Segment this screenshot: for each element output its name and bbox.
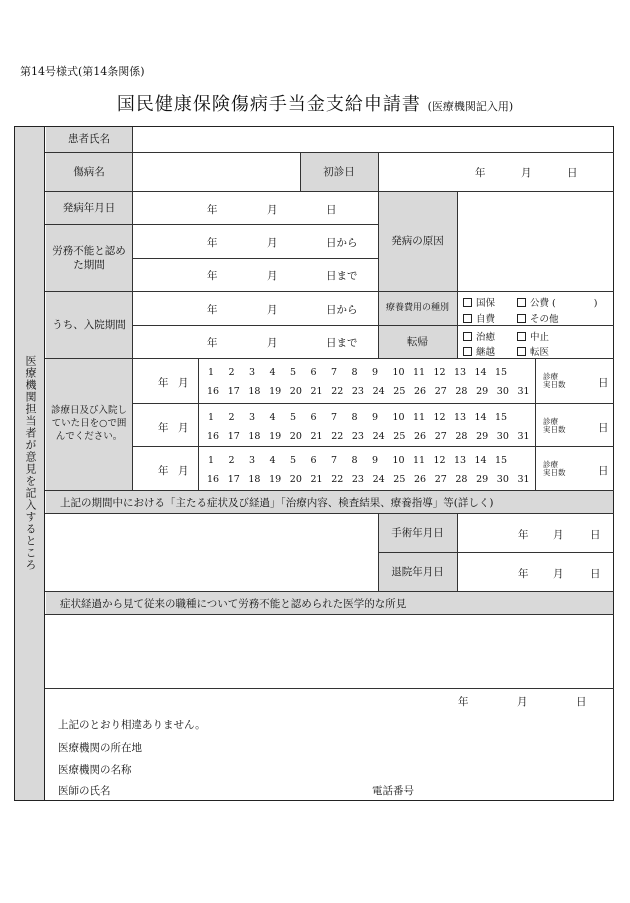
day-number[interactable]: 4 <box>269 412 276 423</box>
day-number[interactable]: 6 <box>310 412 317 423</box>
incapacity-period-label: 労務不能と認めた期間 <box>52 244 126 271</box>
day-number[interactable]: 10 <box>392 455 405 466</box>
title-subtitle: (医療機関記入用) <box>427 100 514 113</box>
first-visit-year: 年 <box>475 167 486 179</box>
day-number[interactable]: 12 <box>433 412 446 423</box>
day-number[interactable]: 1 <box>208 367 215 378</box>
day-row-month: 月 <box>178 422 189 434</box>
rule <box>132 446 614 447</box>
day-row-year: 年 <box>158 465 169 477</box>
rule <box>45 490 614 491</box>
hospital-until-month: 月 <box>267 337 278 349</box>
day-number[interactable]: 4 <box>269 367 276 378</box>
days-count-unit: 日 <box>598 422 609 434</box>
day-number[interactable]: 19 <box>269 431 282 442</box>
day-number[interactable]: 4 <box>269 455 276 466</box>
day-number[interactable]: 2 <box>228 455 235 466</box>
day-number[interactable]: 5 <box>290 412 297 423</box>
medical-opinion-header: 症状経過から見て従来の職種について労務不能と認められた医学的な所見 <box>60 598 407 610</box>
day-number[interactable]: 1 <box>208 412 215 423</box>
surgery-year: 年 <box>518 529 529 541</box>
day-number[interactable]: 2 <box>228 412 235 423</box>
rule <box>132 258 378 259</box>
day-number[interactable]: 31 <box>517 474 530 485</box>
outcome-label: 転帰 <box>407 335 428 348</box>
onset-month: 月 <box>267 204 278 216</box>
day-number[interactable]: 23 <box>351 431 364 442</box>
disease-name-field[interactable] <box>133 153 299 191</box>
day-number[interactable]: 21 <box>310 431 323 442</box>
day-number[interactable]: 7 <box>331 367 338 378</box>
care-cost-type-label: 療養費用の種別 <box>385 303 449 314</box>
day-number[interactable]: 16 <box>207 386 220 397</box>
day-number[interactable]: 17 <box>227 474 240 485</box>
hospital-from-month: 月 <box>267 304 278 316</box>
day-row-month: 月 <box>178 465 189 477</box>
patient-name-label: 患者氏名 <box>68 133 110 146</box>
onset-cause-label: 発病の原因 <box>391 235 444 248</box>
day-number[interactable]: 9 <box>372 412 379 423</box>
checkbox-kouhi[interactable]: 公費 ( ) <box>517 295 597 309</box>
certification-text: 上記のとおり相違ありません。 <box>58 719 206 731</box>
hospital-from-day: 日から <box>326 304 358 316</box>
rule <box>45 591 614 592</box>
discharge-day: 日 <box>590 568 601 580</box>
day-number[interactable]: 27 <box>434 386 447 397</box>
incapacity-until-year: 年 <box>207 270 218 282</box>
rule <box>378 153 379 191</box>
incapacity-from-month: 月 <box>267 237 278 249</box>
day-number[interactable]: 24 <box>372 431 385 442</box>
day-number[interactable]: 30 <box>496 386 509 397</box>
day-number[interactable]: 13 <box>454 412 467 423</box>
checkbox-ten-i[interactable]: 転医 <box>517 344 549 358</box>
onset-cause-field[interactable] <box>458 192 613 291</box>
day-number[interactable]: 29 <box>476 474 489 485</box>
days-count-label: 診療 実日数 <box>543 417 566 435</box>
day-number[interactable]: 3 <box>249 455 256 466</box>
day-number[interactable]: 18 <box>248 431 261 442</box>
day-number[interactable]: 10 <box>392 367 405 378</box>
day-number[interactable]: 14 <box>474 367 487 378</box>
hospital-until-year: 年 <box>207 337 218 349</box>
hospitalization-label: うち、入院期間 <box>52 318 126 331</box>
form-number: 第14号様式(第14条関係) <box>20 65 145 78</box>
cert-day: 日 <box>576 696 587 708</box>
doctor-name-label: 医師の氏名 <box>58 785 111 797</box>
days-count-unit: 日 <box>598 465 609 477</box>
day-number[interactable]: 28 <box>455 431 468 442</box>
day-number[interactable]: 18 <box>248 386 261 397</box>
checkbox-chushi[interactable]: 中止 <box>517 329 549 343</box>
day-number[interactable]: 3 <box>249 412 256 423</box>
day-row-year: 年 <box>158 422 169 434</box>
day-number[interactable]: 30 <box>496 431 509 442</box>
checkbox-jihi[interactable]: 自費 <box>463 311 495 325</box>
day-number[interactable]: 25 <box>393 474 406 485</box>
title-main: 国民健康保険傷病手当金支給申請書 <box>116 94 421 115</box>
day-number[interactable]: 8 <box>351 367 358 378</box>
day-number[interactable]: 11 <box>413 455 426 466</box>
day-number[interactable]: 17 <box>227 431 240 442</box>
day-number[interactable]: 21 <box>310 386 323 397</box>
day-number[interactable]: 13 <box>454 367 467 378</box>
checkbox-keietsu[interactable]: 継越 <box>463 344 495 358</box>
days-count-label: 診療 実日数 <box>543 460 566 478</box>
day-number[interactable]: 17 <box>227 386 240 397</box>
day-number[interactable]: 23 <box>351 474 364 485</box>
day-number[interactable]: 26 <box>414 474 427 485</box>
surgery-month: 月 <box>553 529 564 541</box>
day-number[interactable]: 15 <box>495 367 508 378</box>
day-number[interactable]: 27 <box>434 474 447 485</box>
first-visit-label: 初診日 <box>323 165 355 178</box>
day-number[interactable]: 5 <box>290 367 297 378</box>
day-row-year: 年 <box>158 377 169 389</box>
day-number[interactable]: 24 <box>372 474 385 485</box>
day-number[interactable]: 23 <box>351 386 364 397</box>
day-number[interactable]: 2 <box>228 367 235 378</box>
day-number[interactable]: 31 <box>517 386 530 397</box>
rule <box>45 688 614 689</box>
hospital-until-day: 日まで <box>326 337 358 349</box>
day-number[interactable]: 5 <box>290 455 297 466</box>
sidebar-label: 医療機関担当者が意見を記入するところ <box>24 355 37 571</box>
disease-name-label: 傷病名 <box>73 165 105 178</box>
day-number[interactable]: 26 <box>414 431 427 442</box>
rule <box>132 403 614 404</box>
symptoms-field[interactable] <box>46 514 377 591</box>
page-title <box>0 90 630 116</box>
surgery-date-label: 手術年月日 <box>391 526 444 539</box>
day-number[interactable]: 13 <box>454 455 467 466</box>
checkbox-kokuho[interactable]: 国保 <box>463 295 495 309</box>
day-number[interactable]: 21 <box>310 474 323 485</box>
day-number[interactable]: 28 <box>455 474 468 485</box>
hospital-from-year: 年 <box>207 304 218 316</box>
day-number[interactable]: 14 <box>474 412 487 423</box>
institution-name-label: 医療機関の名称 <box>58 764 132 776</box>
incapacity-from-year: 年 <box>207 237 218 249</box>
patient-name-field[interactable] <box>133 127 613 152</box>
discharge-month: 月 <box>553 568 564 580</box>
day-number[interactable]: 15 <box>495 412 508 423</box>
days-count-unit: 日 <box>598 377 609 389</box>
day-number[interactable]: 29 <box>476 386 489 397</box>
day-number[interactable]: 20 <box>289 474 302 485</box>
checkbox-chiyu[interactable]: 治癒 <box>463 329 495 343</box>
onset-day: 日 <box>326 204 337 216</box>
day-number[interactable]: 22 <box>331 386 344 397</box>
incapacity-from-day: 日から <box>326 237 358 249</box>
day-number[interactable]: 20 <box>289 431 302 442</box>
day-number[interactable]: 6 <box>310 367 317 378</box>
rule <box>457 514 458 591</box>
days-count-label: 診療 実日数 <box>543 372 566 390</box>
day-number[interactable]: 25 <box>393 431 406 442</box>
day-number[interactable]: 30 <box>496 474 509 485</box>
phone-label: 電話番号 <box>372 785 414 797</box>
day-number[interactable]: 10 <box>392 412 405 423</box>
cert-year: 年 <box>458 696 469 708</box>
day-number[interactable]: 6 <box>310 455 317 466</box>
onset-date-label: 発病年月日 <box>62 201 116 214</box>
day-number[interactable]: 12 <box>433 367 446 378</box>
day-number[interactable]: 22 <box>331 431 344 442</box>
rule <box>198 359 199 490</box>
institution-address-label: 医療機関の所在地 <box>58 742 142 754</box>
day-number[interactable]: 26 <box>414 386 427 397</box>
day-number[interactable]: 9 <box>372 367 379 378</box>
day-number[interactable]: 20 <box>289 386 302 397</box>
day-number[interactable]: 7 <box>331 455 338 466</box>
day-number[interactable]: 8 <box>351 455 358 466</box>
first-visit-day: 日 <box>567 167 578 179</box>
discharge-year: 年 <box>518 568 529 580</box>
rule <box>45 358 614 359</box>
cert-month: 月 <box>517 696 528 708</box>
first-visit-month: 月 <box>521 167 532 179</box>
rule <box>132 325 614 326</box>
day-number[interactable]: 1 <box>208 455 215 466</box>
symptoms-header: 上記の期間中における「主たる症状及び経過」「治療内容、検査結果、療養指導」等(詳しく) <box>60 497 494 509</box>
rule <box>535 359 536 490</box>
day-number[interactable]: 16 <box>207 474 220 485</box>
day-number[interactable]: 27 <box>434 431 447 442</box>
surgery-day: 日 <box>590 529 601 541</box>
day-number[interactable]: 11 <box>413 412 426 423</box>
day-number[interactable]: 19 <box>269 474 282 485</box>
medical-opinion-field[interactable] <box>46 615 613 688</box>
day-number[interactable]: 9 <box>372 455 379 466</box>
incapacity-until-month: 月 <box>267 270 278 282</box>
day-number[interactable]: 12 <box>433 455 446 466</box>
day-number[interactable]: 25 <box>393 386 406 397</box>
onset-year: 年 <box>207 204 218 216</box>
day-number[interactable]: 29 <box>476 431 489 442</box>
day-number[interactable]: 14 <box>474 455 487 466</box>
day-number[interactable]: 11 <box>413 367 426 378</box>
day-number[interactable]: 22 <box>331 474 344 485</box>
day-number[interactable]: 19 <box>269 386 282 397</box>
incapacity-until-day: 日まで <box>326 270 358 282</box>
day-number[interactable]: 31 <box>517 431 530 442</box>
day-number[interactable]: 15 <box>495 455 508 466</box>
day-number[interactable]: 18 <box>248 474 261 485</box>
checkbox-sonota[interactable]: その他 <box>517 311 559 325</box>
day-number[interactable]: 7 <box>331 412 338 423</box>
treatment-days-label: 診療日及び入院していた日を○で囲んでください。 <box>50 405 127 442</box>
day-number[interactable]: 16 <box>207 431 220 442</box>
day-number[interactable]: 24 <box>372 386 385 397</box>
day-number[interactable]: 28 <box>455 386 468 397</box>
day-number[interactable]: 3 <box>249 367 256 378</box>
day-row-month: 月 <box>178 377 189 389</box>
day-number[interactable]: 8 <box>351 412 358 423</box>
discharge-date-label: 退院年月日 <box>391 565 444 578</box>
